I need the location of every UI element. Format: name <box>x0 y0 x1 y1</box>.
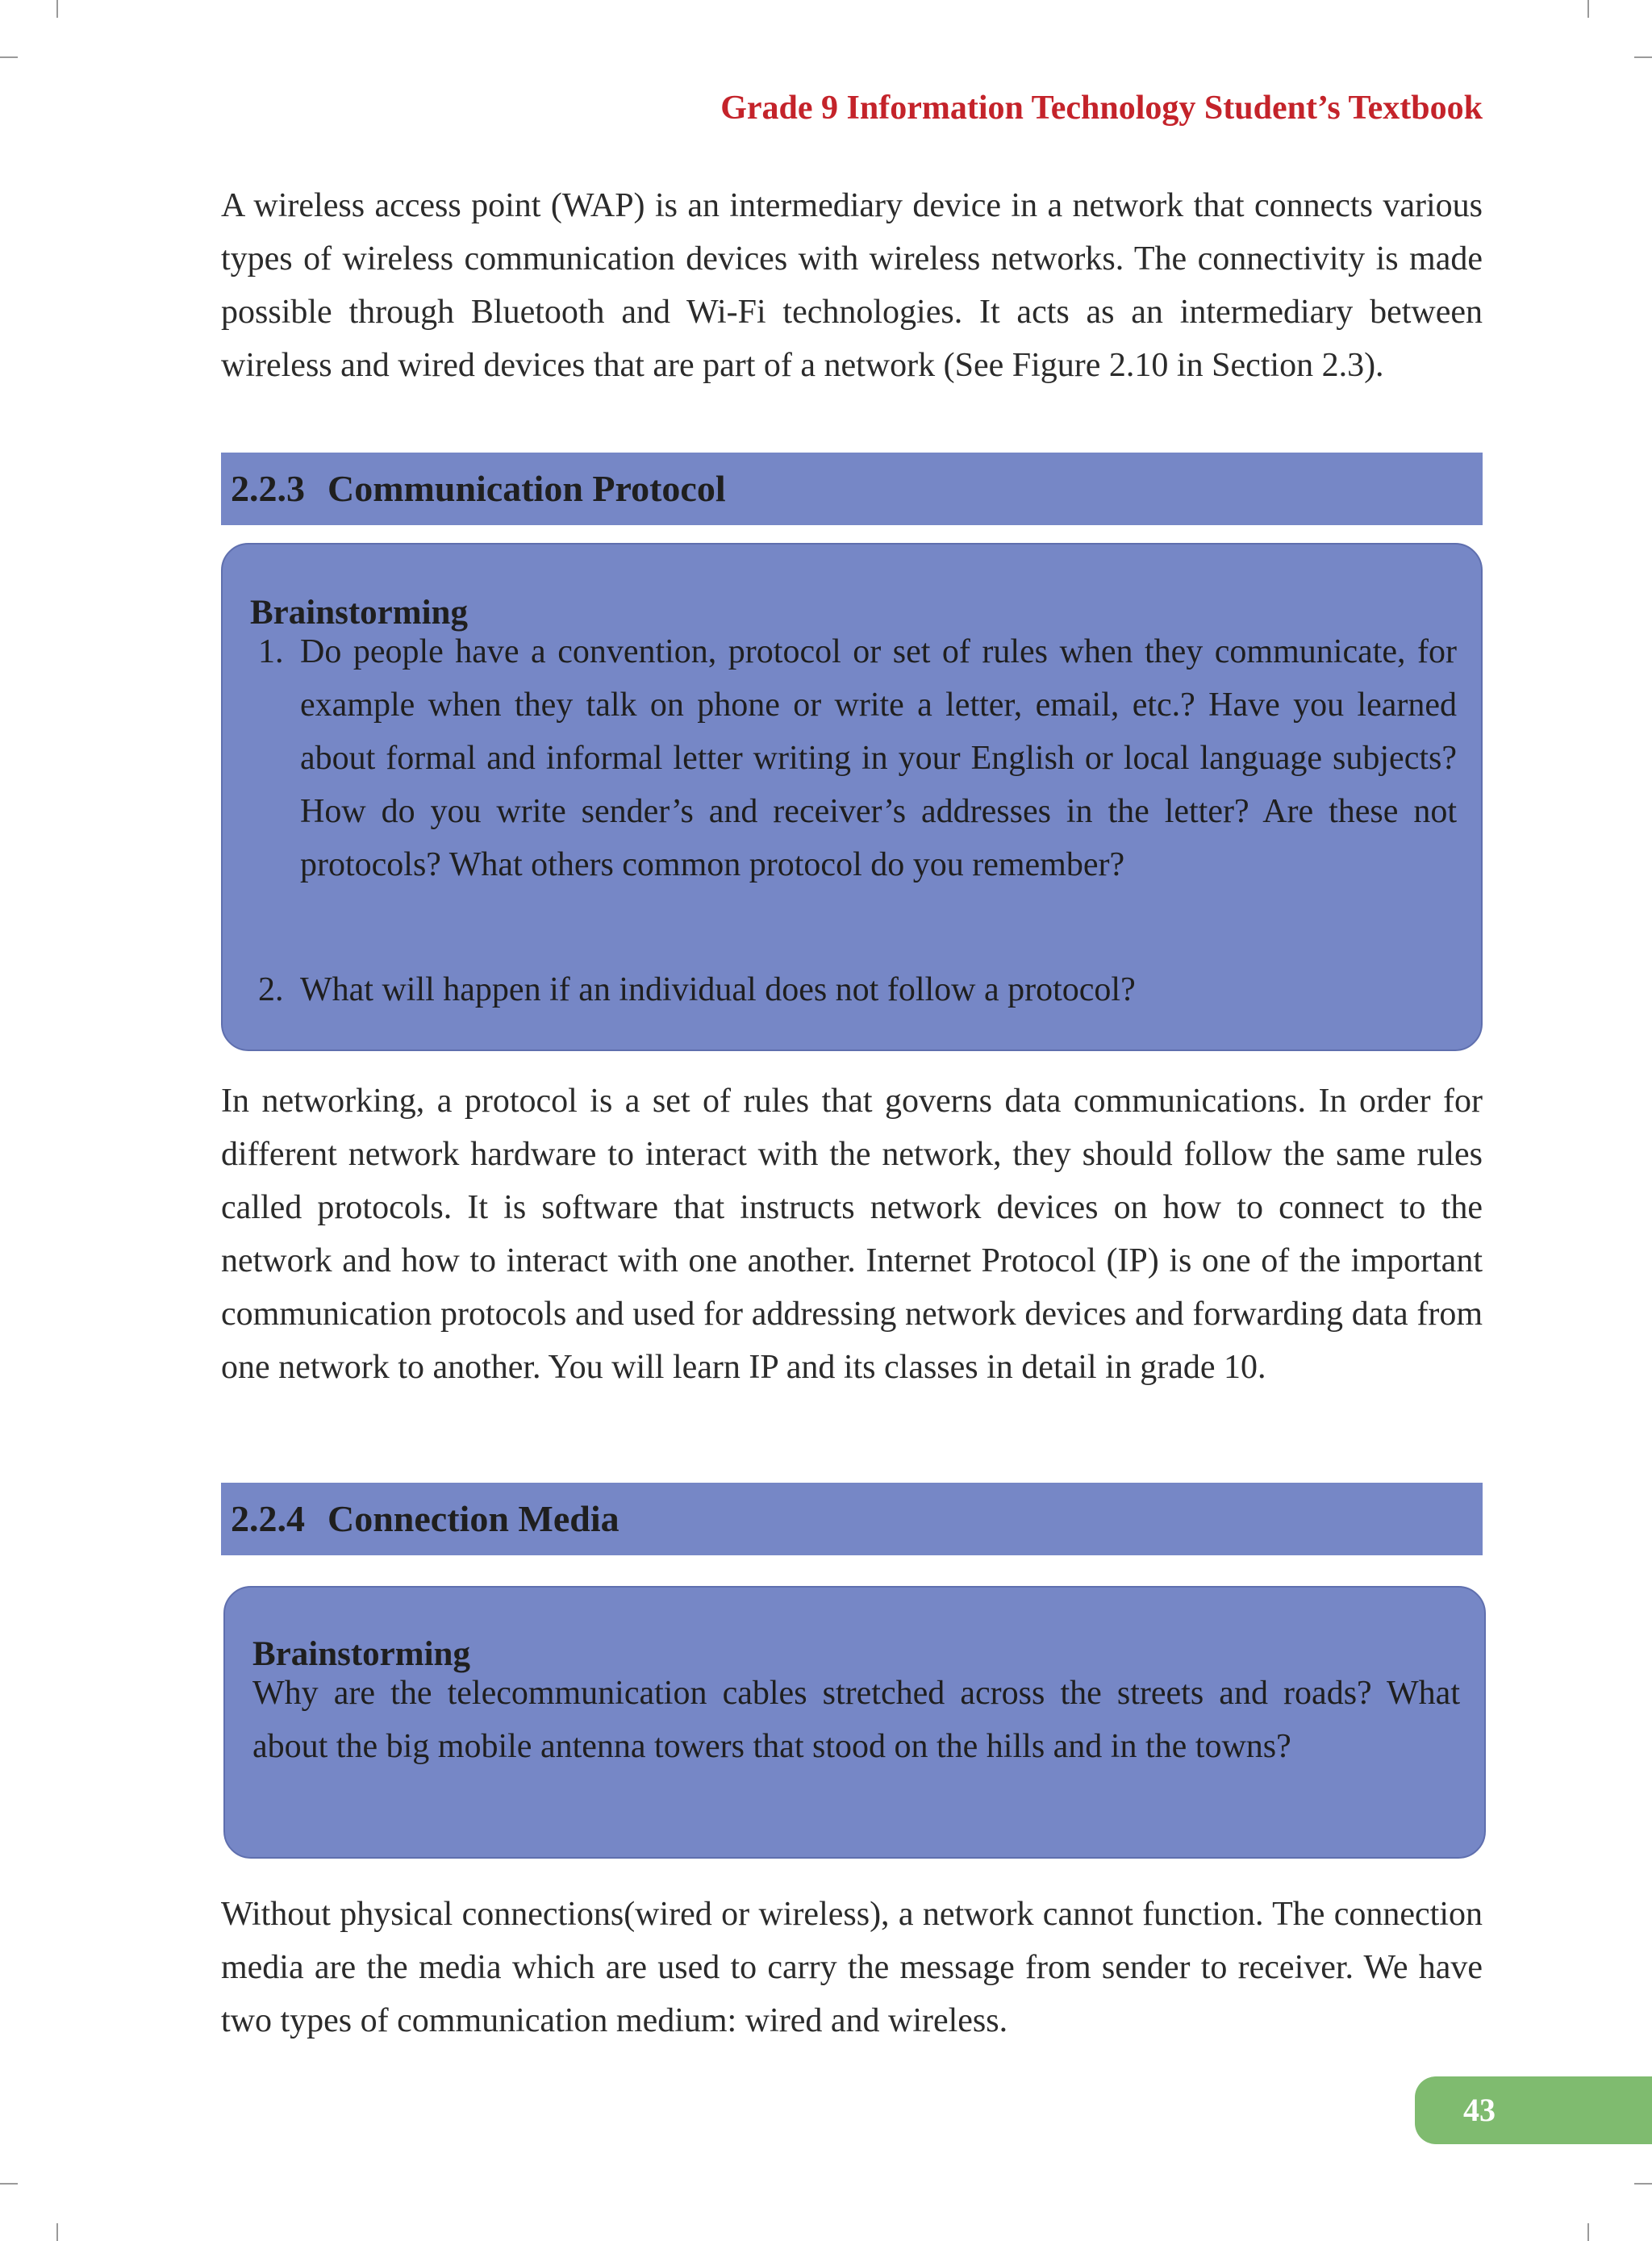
brainstorming-text: Why are the telecommunication cables stretched across the streets and roads? What about the big mobile antenna towers that stood on the hills and in the towns? <box>252 1675 1460 1765</box>
section-heading-2-2-4 <box>221 1483 1483 1555</box>
section-title: Communication Protocol <box>327 468 726 509</box>
list-item-text: What will happen if an individual does not follow a protocol? <box>300 971 1136 1008</box>
list-item-text: Do people have a convention, protocol or set of rules when they communicate, for example when they talk on phone or write a letter, email, etc.? Have you learned about formal and informal letter writing in your English or local language subjects? How do you write sender’s and receiver’s addresses in the letter? Are these not protocols? What others common protocol do you remember? <box>300 633 1457 883</box>
page-number: 43 <box>1463 2092 1496 2128</box>
section-title: Connection Media <box>327 1498 620 1539</box>
list-number: 1. <box>258 633 284 670</box>
crop-mark <box>56 0 58 18</box>
section-heading-2-2-3 <box>221 453 1483 525</box>
crop-mark <box>0 2183 18 2185</box>
brainstorming-box <box>223 1586 1486 1859</box>
list-number: 2. <box>258 971 284 1008</box>
protocol-paragraph: In networking, a protocol is a set of rules that governs data communications. In order for different network hardware to interact with the network, they should follow the same rules called protocols. It is software that instructs network devices on how to connect to the network and how to interact with one another. Internet Protocol (IP) is one of the important communication protocols and used for addressing network devices and forwarding data from one network to another. You will learn IP and its classes in detail in grade 10. <box>221 1083 1483 1386</box>
crop-mark <box>56 2223 58 2241</box>
connection-media-paragraph: Without physical connections(wired or wireless), a network cannot function. The connection media are the media which are used to carry the message from sender to receiver. We have two types of communication medium: wired and wireless. <box>221 1896 1483 2039</box>
crop-mark <box>1587 0 1589 18</box>
section-number: 2.2.4 <box>231 1498 305 1539</box>
brainstorming-title: Brainstorming <box>250 594 468 632</box>
crop-mark <box>1634 56 1652 58</box>
intro-paragraph: A wireless access point (WAP) is an intermediary device in a network that connects various types of wireless communication devices with wireless networks. The connectivity is made possible through Bluetooth and Wi-Fi technologies. It acts as an intermediary between wireless and wired devices that are part of a network (See Figure 2.10 in Section 2.3). <box>221 187 1483 384</box>
crop-mark <box>0 56 18 58</box>
running-header: Grade 9 Information Technology Student’s Textbook <box>720 90 1483 127</box>
brainstorming-title: Brainstorming <box>252 1635 470 1673</box>
crop-mark <box>1587 2223 1589 2241</box>
crop-mark <box>1634 2183 1652 2185</box>
section-number: 2.2.3 <box>231 468 305 509</box>
brainstorming-box <box>221 543 1483 1051</box>
